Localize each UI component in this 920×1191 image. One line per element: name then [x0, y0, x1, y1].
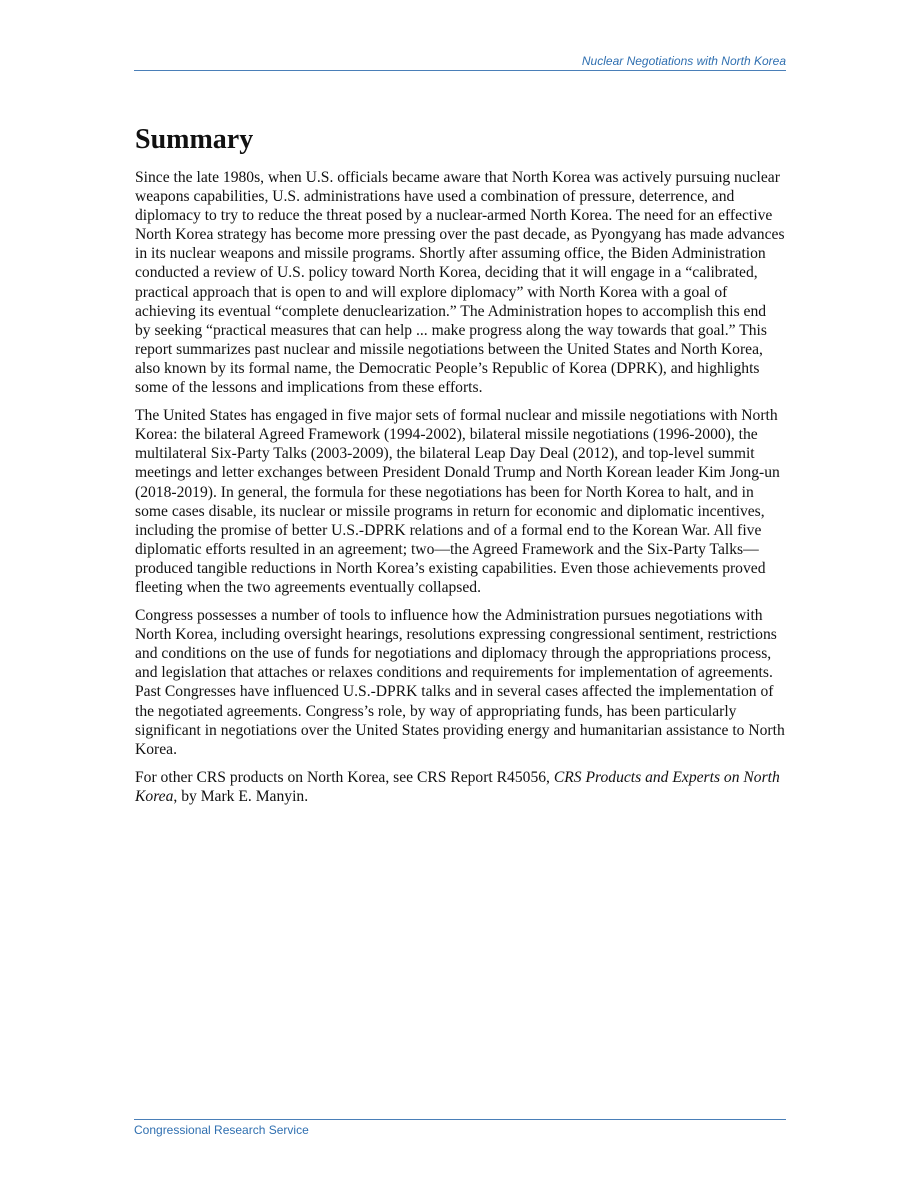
summary-paragraph-1: Since the late 1980s, when U.S. officials became aware that North Korea was actively pursuing nuclear weapons capabilities, U.S. administrations have used a combination of pressure, deterrence, and diplomacy to try to reduce the threat posed by a nuclear-armed North Korea. The need for an effective North Korea strategy has become more pressing over the past decade, as Pyongyang has made advances in its nuclear weapons and missile programs. Shortly after assuming office, the Biden Administration conducted a review of U.S. policy toward North Korea, deciding that it will engage in a “calibrated, practical approach that is open to and will explore diplomacy” with North Korea with a goal of achieving its eventual “complete denuclearization.” The Administration hopes to accomplish this end by seeking “practical measures that can help ... make progress along the way towards that goal.” This report summarizes past nuclear and missile negotiations between the United States and North Korea, also known by its formal name, the Democratic People’s Republic of Korea (DPRK), and highlights some of the lessons and implications from these efforts. [135, 169, 785, 397]
summary-heading: Summary [135, 124, 254, 155]
page-footer [134, 1119, 786, 1137]
summary-paragraph-3: Congress possesses a number of tools to influence how the Administration pursues negotiations with North Korea, including oversight hearings, resolutions expressing congressional sentiment, restrictions and conditions on the use of funds for negotiations and diplomacy through the appropriations process, and legislation that attaches or relaxes conditions and requirements for implementation of agreements. Past Congresses have influenced U.S.-DPRK talks and in several cases affected the implementation of the negotiated agreements. Congress’s role, by way of appropriating funds, has been particularly significant in negotiations over the United States providing energy and humanitarian assistance to North Korea. [135, 607, 785, 758]
related-products-intro: For other CRS products on North Korea, see CRS Report R45056, [135, 768, 554, 786]
summary-section [135, 122, 785, 815]
running-header-title: Nuclear Negotiations with North Korea [581, 54, 786, 68]
summary-paragraph-2: The United States has engaged in five major sets of formal nuclear and missile negotiations with North Korea: the bilateral Agreed Framework (1994-2002), bilateral missile negotiations (1996-2000), the multilateral Six-Party Talks (2003-2009), the bilateral Leap Day Deal (2012), and top-level summit meetings and letter exchanges between President Donald Trump and North Korean leader Kim Jong-un (2018-2019). In general, the formula for these negotiations has been for North Korea to halt, and in some cases disable, its nuclear or missile programs in return for economic and diplomatic incentives, including the promise of better U.S.-DPRK relations and of a formal end to the Korean War. All five diplomatic efforts resulted in an agreement; two—the Agreed Framework and the Six-Party Talks—produced tangible reductions in North Korea’s existing capabilities. Even those achievements proved fleeting when the two agreements eventually collapsed. [135, 407, 780, 596]
related-report-byline: , by Mark E. Manyin. [173, 787, 309, 805]
related-report-title: CRS Products and Experts on North Korea [135, 768, 780, 805]
summary-paragraph-4 [135, 768, 785, 806]
running-header [134, 54, 786, 71]
footer-organization: Congressional Research Service [134, 1123, 309, 1137]
